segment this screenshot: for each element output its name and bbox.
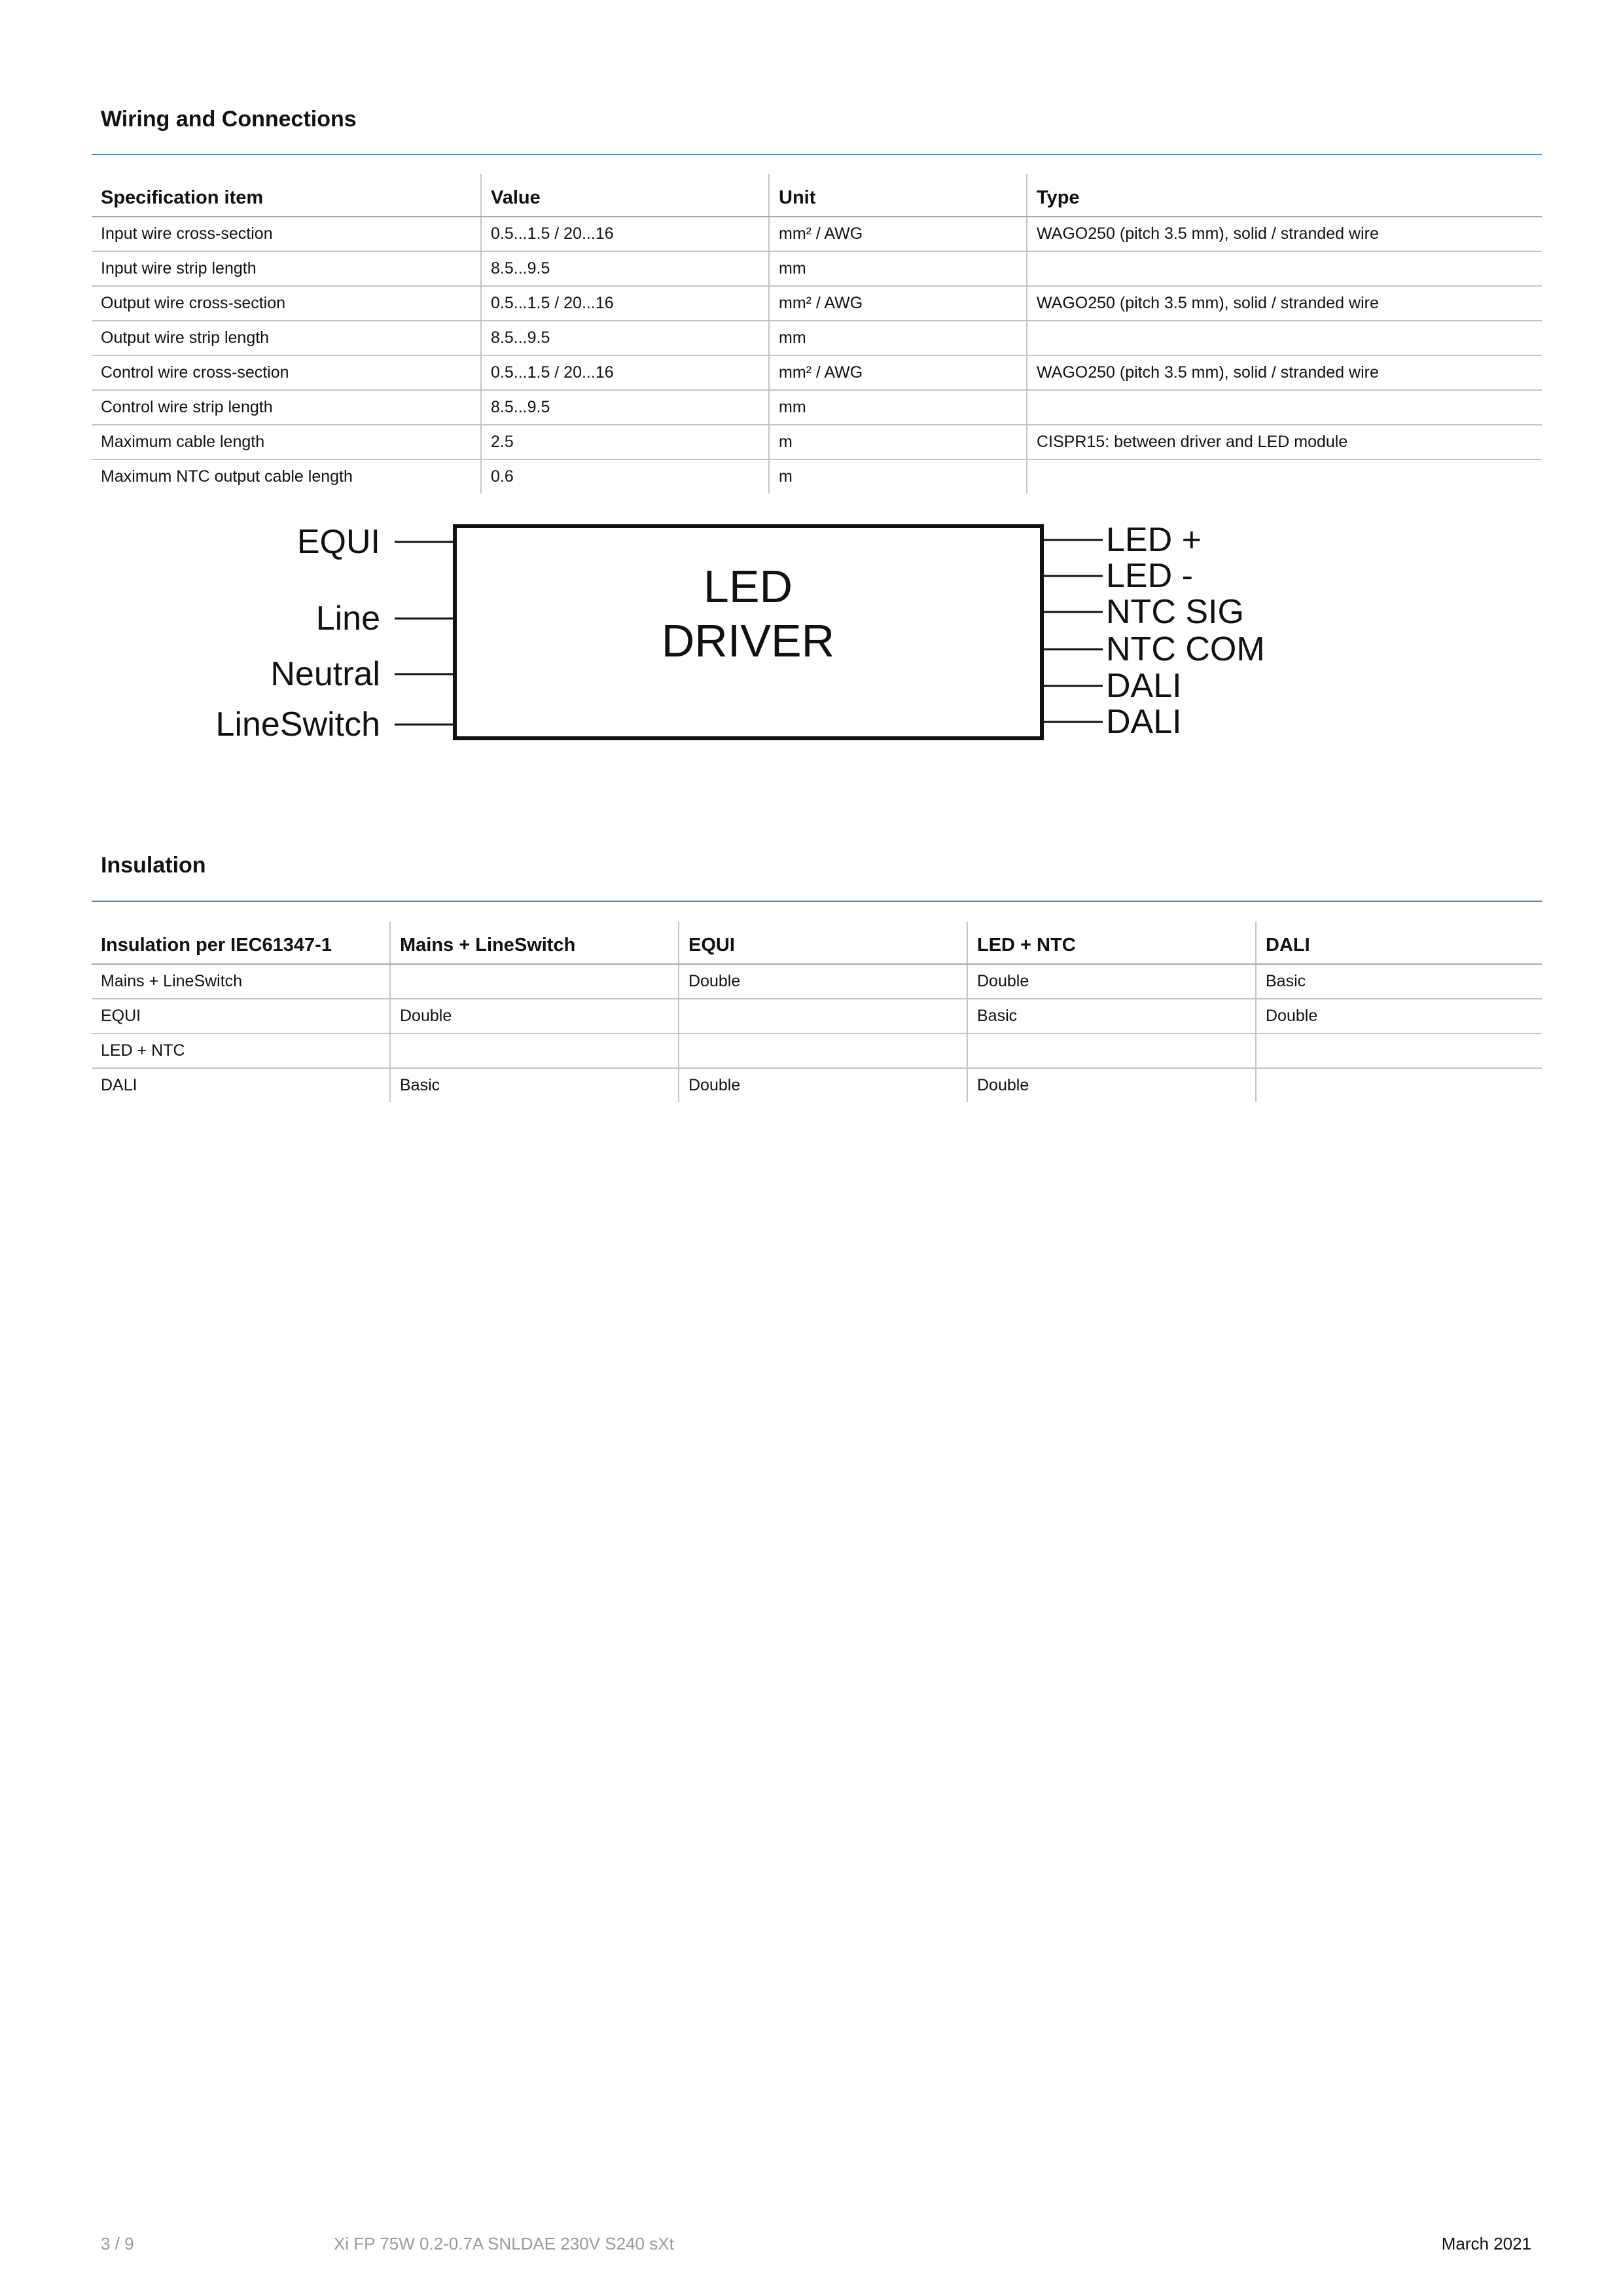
value-cell: 2.5 bbox=[481, 425, 769, 459]
unit-cell: mm² / AWG bbox=[769, 217, 1027, 251]
input-label-neutral: Neutral bbox=[270, 655, 380, 693]
wiring-header-value: Value bbox=[481, 174, 769, 217]
value-cell: 0.5...1.5 / 20...16 bbox=[481, 355, 769, 390]
insulation-cell: Double bbox=[967, 964, 1256, 999]
table-row bbox=[92, 459, 1542, 493]
insulation-cell bbox=[679, 1033, 967, 1068]
spec-item-cell: Maximum NTC output cable length bbox=[101, 467, 353, 486]
value-cell: 0.6 bbox=[481, 459, 769, 493]
unit-cell: mm² / AWG bbox=[769, 286, 1027, 321]
insulation-cell: Double bbox=[390, 999, 679, 1033]
spec-item-cell: Control wire strip length bbox=[92, 390, 481, 425]
type-cell bbox=[1027, 390, 1542, 425]
type-cell: WAGO250 (pitch 3.5 mm), solid / stranded wire bbox=[1027, 355, 1542, 390]
insulation-table-header-row bbox=[92, 922, 1542, 964]
insulation-cell bbox=[1256, 1068, 1542, 1102]
insulation-table bbox=[92, 922, 1542, 1102]
row-label-cell: LED + NTC bbox=[92, 1033, 390, 1068]
unit-cell: m bbox=[769, 425, 1027, 459]
insulation-cell: Double bbox=[679, 964, 967, 999]
table-row bbox=[92, 390, 1542, 425]
table-row bbox=[92, 1068, 1542, 1102]
output-label-dali-1: DALI bbox=[1106, 667, 1182, 705]
table-row bbox=[92, 286, 1542, 321]
unit-cell: mm bbox=[769, 251, 1027, 286]
table-row bbox=[92, 1033, 1542, 1068]
insulation-section-title: Insulation bbox=[101, 853, 206, 878]
input-label-lineswitch: LineSwitch bbox=[215, 706, 380, 744]
insulation-cell bbox=[390, 1033, 679, 1068]
insulation-cell bbox=[1256, 1033, 1542, 1068]
output-label-dali-2: DALI bbox=[1106, 703, 1182, 741]
insulation-header-mains-lineswitch: Mains + LineSwitch bbox=[390, 922, 679, 964]
table-row bbox=[92, 217, 1542, 251]
spec-item-cell: Control wire cross-section bbox=[92, 355, 481, 390]
spec-item-cell: Output wire strip length bbox=[92, 321, 481, 355]
insulation-header-led-ntc: LED + NTC bbox=[967, 922, 1256, 964]
insulation-cell: Double bbox=[1256, 999, 1542, 1033]
type-cell: CISPR15: between driver and LED module bbox=[1027, 425, 1542, 459]
input-label-line: Line bbox=[315, 600, 380, 637]
value-cell: 8.5...9.5 bbox=[481, 390, 769, 425]
output-label-ntc-sig: NTC SIG bbox=[1106, 593, 1244, 631]
insulation-cell: Basic bbox=[1256, 964, 1542, 999]
input-label-equi: EQUI bbox=[296, 523, 380, 561]
spec-item-cell: Input wire strip length bbox=[92, 251, 481, 286]
table-row bbox=[92, 251, 1542, 286]
unit-cell: mm² / AWG bbox=[769, 355, 1027, 390]
wiring-header-spec-item: Specification item bbox=[92, 174, 481, 217]
type-cell: WAGO250 (pitch 3.5 mm), solid / stranded wire bbox=[1027, 217, 1542, 251]
footer-product-name: Xi FP 75W 0.2-0.7A SNLDAE 230V S240 sXt bbox=[334, 2234, 674, 2253]
type-cell bbox=[1027, 459, 1542, 493]
spec-item-cell: Input wire cross-section bbox=[92, 217, 481, 251]
wiring-header-unit: Unit bbox=[769, 174, 1027, 217]
insulation-cell: Double bbox=[679, 1068, 967, 1102]
output-label-led-plus: LED + bbox=[1106, 521, 1202, 559]
row-label-cell: DALI bbox=[101, 1076, 137, 1094]
insulation-cell bbox=[679, 999, 967, 1033]
value-cell: 0.5...1.5 / 20...16 bbox=[481, 286, 769, 321]
insulation-cell bbox=[390, 964, 679, 999]
insulation-title-rule bbox=[92, 901, 1542, 902]
type-cell bbox=[1027, 251, 1542, 286]
wiring-table-header-row bbox=[92, 174, 1542, 217]
unit-cell: mm bbox=[769, 390, 1027, 425]
footer-page-number: 3 / 9 bbox=[101, 2234, 134, 2253]
insulation-cell: Double bbox=[967, 1068, 1256, 1102]
insulation-cell: Basic bbox=[390, 1068, 679, 1102]
value-cell: 8.5...9.5 bbox=[481, 251, 769, 286]
table-row bbox=[92, 964, 1542, 999]
insulation-header-dali: DALI bbox=[1256, 922, 1542, 964]
wiring-section-title: Wiring and Connections bbox=[101, 107, 357, 132]
footer-date: March 2021 bbox=[1441, 2234, 1531, 2253]
spec-item-cell: Output wire cross-section bbox=[92, 286, 481, 321]
row-label-cell: Mains + LineSwitch bbox=[92, 964, 390, 999]
table-row bbox=[92, 355, 1542, 390]
output-label-led-minus: LED - bbox=[1106, 557, 1193, 595]
insulation-cell bbox=[967, 1033, 1256, 1068]
spec-item-cell: Maximum cable length bbox=[92, 425, 481, 459]
unit-cell: m bbox=[769, 459, 1027, 493]
insulation-header-standard: Insulation per IEC61347-1 bbox=[92, 922, 390, 964]
type-cell: WAGO250 (pitch 3.5 mm), solid / stranded wire bbox=[1027, 286, 1542, 321]
wiring-spec-table bbox=[92, 174, 1542, 493]
insulation-header-equi: EQUI bbox=[679, 922, 967, 964]
table-row bbox=[92, 425, 1542, 459]
type-cell bbox=[1027, 321, 1542, 355]
value-cell: 8.5...9.5 bbox=[481, 321, 769, 355]
value-cell: 0.5...1.5 / 20...16 bbox=[481, 217, 769, 251]
table-row bbox=[92, 321, 1542, 355]
box-label-driver: DRIVER bbox=[661, 615, 835, 666]
box-label-led: LED bbox=[703, 561, 793, 612]
row-label-cell: EQUI bbox=[92, 999, 390, 1033]
insulation-cell: Basic bbox=[967, 999, 1256, 1033]
led-driver-wiring-diagram bbox=[196, 517, 1309, 753]
wiring-header-type: Type bbox=[1027, 174, 1542, 217]
output-label-ntc-com: NTC COM bbox=[1106, 630, 1265, 668]
wiring-title-rule bbox=[92, 154, 1542, 155]
table-row bbox=[92, 999, 1542, 1033]
unit-cell: mm bbox=[769, 321, 1027, 355]
